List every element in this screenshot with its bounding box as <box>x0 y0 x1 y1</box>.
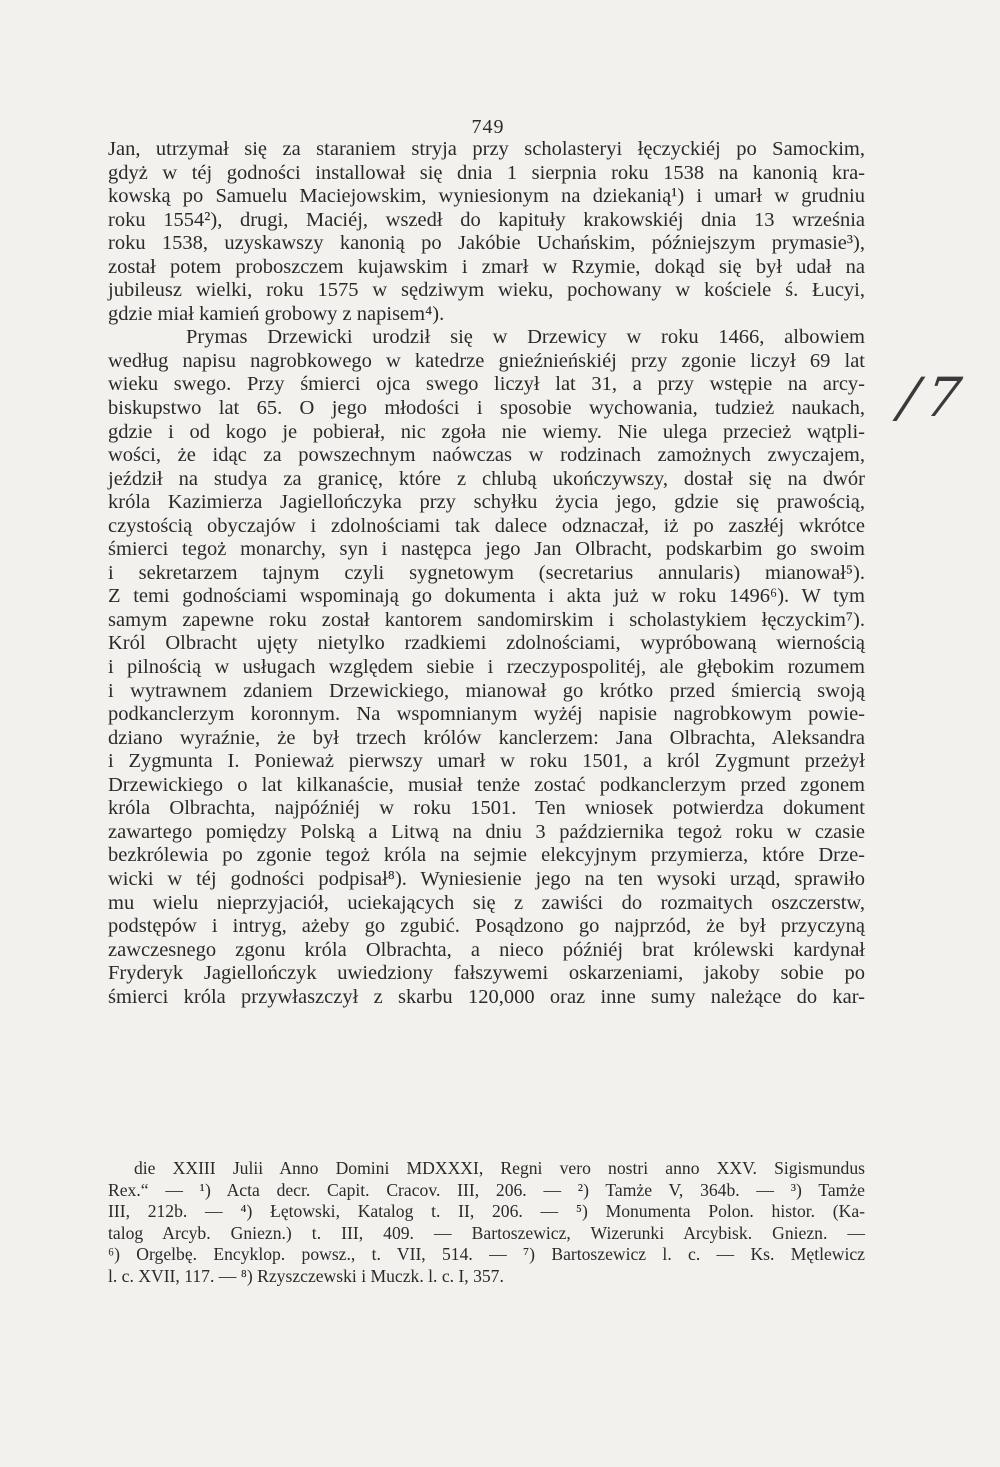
body-line: wości, że idąc za powszechnym naówczas w rodzinach zamożnych zwyczajem, <box>108 444 865 467</box>
body-line: Drzewickiego o lat kilkanaście, musiał tenże zostać podkanclerzym przed zgonem <box>108 773 865 796</box>
body-line: jeździł na studya za granicę, które z chlubą ukończywszy, dostał się na dwór <box>108 467 865 490</box>
footnote-line: l. c. XVII, 117. — ⁸) Rzyszczewski i Muczk. l. c. I, 357. <box>108 1265 504 1286</box>
body-line: dziano wyraźnie, że był trzech królów kanclerzem: Jana Olbrachta, Aleksandra <box>108 726 865 749</box>
body-line: i Zygmunta I. Ponieważ pierwszy umarł w roku 1501, a król Zygmunt przeżył <box>108 750 865 773</box>
footnotes <box>108 1158 865 1288</box>
body-line: kowską po Samuelu Maciejowskim, wyniesionym na dziekanią¹) i umarł w grudniu <box>108 185 865 208</box>
body-line: Prymas Drzewicki urodził się w Drzewicy w roku 1466, albowiem <box>186 326 865 349</box>
body-line: mu wielu nieprzyjaciół, uciekających się z zawiści do rozmaitych oszczerstw, <box>108 891 865 914</box>
body-line: według napisu nagrobkowego w katedrze gnieźnieńskiéj przy zgonie liczył 69 lat <box>108 349 865 372</box>
body-line: zawczesnego zgonu króla Olbrachta, a nieco późniéj brat królewski kardynał <box>108 938 865 961</box>
body-line: podstępów i intryg, ażeby go zgubić. Posądzono go najprzód, że był przyczyną <box>108 915 865 938</box>
footnote-line: III, 212b. — ⁴) Łętowski, Katalog t. II, 206. — ⁵) Monumenta Polon. histor. (Ka- <box>108 1201 865 1222</box>
body-line: samym zapewne roku został kantorem sandomirskim i scholastykiem łęczyckim⁷). <box>108 608 865 631</box>
footnote-line: ⁶) Orgelbę. Encyklop. powsz., t. VII, 514. — ⁷) Bartoszewicz l. c. — Ks. Mętlewicz <box>108 1244 865 1265</box>
body-line: króla Kazimierza Jagiellończyka przy schyłku życia jego, gdzie się prawością, <box>108 491 865 514</box>
handwritten-margin-note: /7 <box>895 366 973 429</box>
body-line: wieku swego. Przy śmierci ojca swego liczył lat 31, a przy wstępie na arcy- <box>108 373 865 396</box>
body-line: i wytrawnem zdaniem Drzewickiego, mianował go krótko przed śmiercią swoją <box>108 679 865 702</box>
footnote-line: talog Arcyb. Gniezn.) t. III, 409. — Bartoszewicz, Wizerunki Arcybisk. Gniezn. — <box>108 1222 865 1243</box>
body-text <box>108 138 865 1009</box>
body-line: roku 1554²), drugi, Maciéj, wszedł do kapituły krakowskiéj dnia 13 września <box>108 208 865 231</box>
body-line: Król Olbracht ujęty nietylko rzadkiemi zdolnościami, wypróbowaną wiernością <box>108 632 865 655</box>
body-line: roku 1538, uzyskawszy kanonią po Jakóbie Uchańskim, późniejszym prymasie³), <box>108 232 865 255</box>
page-number: 749 <box>471 116 505 138</box>
body-line: jubileusz wielki, roku 1575 w sędziwym wieku, pochowany w kościele ś. Łucyi, <box>108 279 865 302</box>
body-line: Fryderyk Jagiellończyk uwiedziony fałszywemi oskarzeniami, jakoby sobie po <box>108 962 865 985</box>
footnote-line: die XXIII Julii Anno Domini MDXXXI, Regni vero nostri anno XXV. Sigismundus <box>134 1158 865 1178</box>
footnote-line: Rex.“ — ¹) Acta decr. Capit. Cracov. III, 206. — ²) Tamże V, 364b. — ³) Tamże <box>108 1179 865 1200</box>
body-line: podkanclerzym koronnym. Na wspomnianym wyżéj napisie nagrobkowym powie- <box>108 703 865 726</box>
body-line: wicki w téj godności podpisał⁸). Wyniesienie jego na ten wysoki urząd, sprawiło <box>108 867 865 890</box>
body-line: gdzie miał kamień grobowy z napisem⁴). <box>108 302 445 325</box>
body-line: gdyż w téj godności installował się dnia 1 sierpnia roku 1538 na kanonią kra- <box>108 161 865 184</box>
body-line: Jan, utrzymał się za staraniem stryja przy scholasteryi łęczyckiéj po Samockim, <box>108 138 865 160</box>
body-line: biskupstwo lat 65. O jego młodości i sposobie wychowania, tudzież naukach, <box>108 397 865 420</box>
body-line: zawartego pomiędzy Polską a Litwą na dniu 3 października tegoż roku w czasie <box>108 820 865 843</box>
body-line: króla Olbrachta, najpóźniéj w roku 1501. Ten wniosek potwierdza dokument <box>108 797 865 820</box>
body-line: gdzie i od kogo je pobierał, nic zgoła nie wiemy. Nie ulega przecież wątpli- <box>108 420 865 443</box>
body-line: czystością obyczajów i zdolnościami tak dalece odznaczał, iż po zaszłéj wkrótce <box>108 514 865 537</box>
body-line: bezkrólewia po zgonie tegoż króla na sejmie elekcyjnym przymierza, które Drze- <box>108 844 865 867</box>
body-line: Z temi godnościami wspominają go dokumenta i akta już w roku 1496⁶). W tym <box>108 585 865 608</box>
body-line: i pilnością w usługach względem siebie i rzeczypospolitéj, ale głębokim rozumem <box>108 656 865 679</box>
body-line: śmierci tegoż monarchy, syn i następca jego Jan Olbracht, podskarbim go swoim <box>108 538 865 561</box>
body-line: i sekretarzem tajnym czyli sygnetowym (secretarius annularis) mianował⁵). <box>108 561 865 584</box>
body-line: śmierci króla przywłaszczył z skarbu 120,000 oraz inne sumy należące do kar- <box>108 985 865 1008</box>
body-line: został potem proboszczem kujawskim i zmarł w Rzymie, dokąd się był udał na <box>108 255 865 278</box>
